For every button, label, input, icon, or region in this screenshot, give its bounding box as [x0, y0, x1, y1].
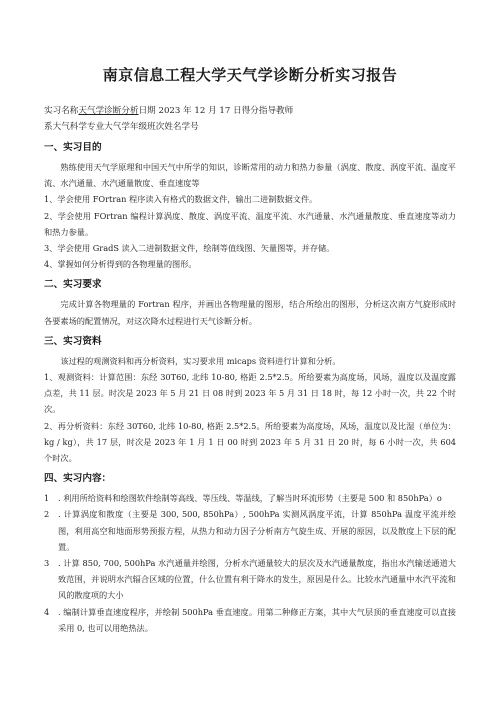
purpose-intro: 熟练使用天气学原理和中国天气中所学的知识，诊断常用的动力和热力参量（涡度、散度、涡度平流、温度平流、水汽通量、水汽通量散度、垂直速度等	[44, 162, 456, 189]
purpose-item-1: 1、学会使用 FOrtran 程序读入有格式的数据文件，输出二进制数据文件。	[44, 194, 318, 205]
data-item-1: 1、观测资料：计算范围：东经 30T60, 北纬 10-80, 格距 2.5*2.5。所给要素为高度场，风场，温度以及温度露点差，共 11 层。时次是 2023 年 5 月 21 日 08 时到 2023 年 5 月 31 日 18 时，每 12 小时一次，共 22 个时次。	[44, 372, 456, 415]
content-item-number: 2	[44, 509, 50, 520]
purpose-item-3: 3、学会使用 GradS 读入二进制数据文件，绘制等值线图、矢量图等，并存储。	[44, 243, 335, 254]
content-item-text: . 编制计算垂直速度程序，并绘制 500hPa 垂直速度。用第二种修正方案，其中大气层顶的垂直速度可以直接采用 0, 也可以用绝热法。	[58, 606, 456, 633]
purpose-item-4: 4、掌握如何分析得到的各物理量的图形。	[44, 259, 197, 270]
content-item-3	[44, 555, 456, 604]
section-heading-purpose: 一、实习目的	[44, 142, 102, 153]
report-title: 南京信息工程大学天气学诊断分析实习报告	[102, 66, 398, 84]
section-heading-requirements: 二、实习要求	[44, 279, 102, 291]
section-heading-content: 四、实习内容：	[44, 473, 112, 485]
data-intro: 该过程的观测资料和再分析资料，实习要求用 micaps 资料进行计算和分析。	[60, 355, 341, 366]
requirements-text: 完成计算各物理量的 Fortran 程序，并画出各物理量的图形，结合所绘出的图形，分析这次南方气旋形成时各要素场的配置情况，对这次降水过程进行天气诊断分析。	[44, 299, 456, 326]
content-item-number: 4	[44, 606, 50, 617]
content-item-4	[44, 604, 456, 636]
content-item-1	[44, 490, 456, 506]
meta-date-score: 日期 2023 年 12 月 17 日得分指导教师	[138, 106, 294, 116]
meta-line-1	[44, 103, 456, 119]
content-item-number: 3	[44, 558, 50, 569]
meta-practice-name: 天气学诊断分析	[78, 106, 139, 116]
content-item-text: . 计算 850, 700, 500hPa 水汽通量并绘图，分析水汽通量较大的层次及水汽通量散度，指出水汽输送通道大致范围，并说明水汽辐合区域的位置，什么位置有利于降水的发生，原因是什么。比较水汽通量中水汽平流和风的散度项的大小	[58, 558, 456, 601]
data-item-2: 2、再分析资料：东经 30T60, 北纬 10-80, 格距 2.5*2.5。所给要素为高度场，风场，温度以及比湿（单位为：kg / kg），共 17 层，时次是 2023 年 1 月 1 日 00 时到 2023 年 5 月 31 日 20 时，每 6 小时一次，共 604 个时次。	[44, 420, 456, 464]
content-item-2	[44, 506, 456, 555]
content-item-number: 1	[44, 493, 50, 504]
content-item-text: . 计算涡度和散度（主要是 300, 500, 850hPa）, 500hPa 实测风涡度平流，计算 850hPa 温度平流并绘图，利用高空和地面形势预报方程，从热力和动力因子分析南方气旋生成、开展的原因，以及散度上下层的配置。	[58, 509, 456, 552]
meta-name-label: 实习名称	[44, 106, 79, 116]
purpose-item-2: 2、学会使用 FOrtran 编程计算涡度、散度、涡度平流、温度平流、水汽通量、水汽通量散度、垂直速度等动力和热力参量。	[44, 210, 456, 237]
content-item-text: . 利用所给资料和绘图软件绘制等高线、等压线、等温线，了解当时环流形势（主要是 500 和 850hPa）o	[58, 493, 442, 504]
meta-line-2: 系大气科学专业大气学年级班次姓名学号	[44, 122, 199, 132]
section-heading-data: 三、实习资料	[44, 335, 102, 347]
